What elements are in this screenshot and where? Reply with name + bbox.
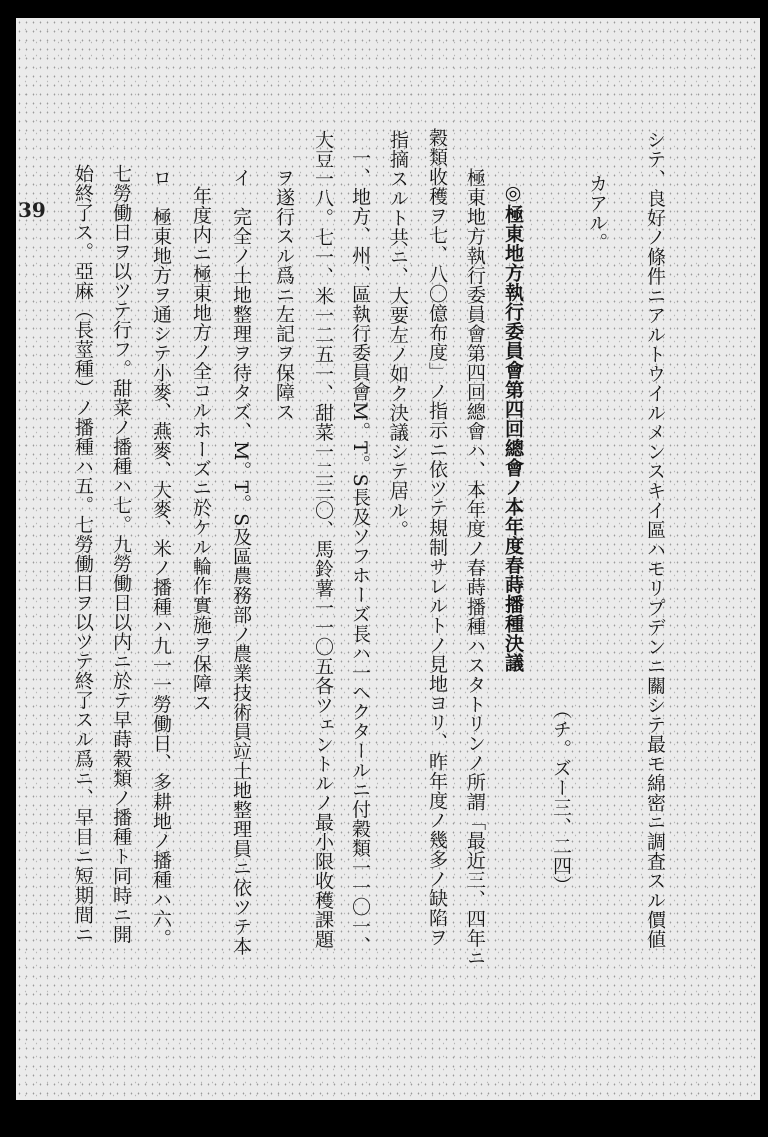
section-heading: ◎極東地方執行委員會第四回總會ノ本年度春蒔播種決議 <box>502 182 524 673</box>
text-column-1: シテ、良好ノ條件ニアルトウイルメンスキイ區ハモリプデンニ關シテ最モ綿密ニ調査スル價値 <box>644 130 666 949</box>
text-column-8: 一、地方、州、區執行委員會M。T。S長及ソフホーズ長ハ一ヘクタールニ付穀類一一〇一、 <box>349 148 371 956</box>
page-number: 39 <box>18 198 46 222</box>
text-column-15: 始終了ス。亞麻（長莖種）ノ播種ハ五。七勞働日ヲ以ツテ終了スル爲ニ、早目ニ短期間ニ <box>72 164 94 944</box>
text-column-9: 大豆一八。七一、米一二五一、甜菜一二三〇、馬鈴薯一一〇五各ツェントルノ最小限收穫課題 <box>312 130 334 949</box>
document-page <box>16 18 760 1100</box>
text-column-5: 極東地方執行委員會第四回總會ハ、本年度ノ春蒔播種ハスタトリンノ所謂「最近三、四年ニ <box>464 168 486 968</box>
text-column-7: 指摘スルト共ニ、大要左ノ如ク決議シテ居ル。 <box>387 130 409 540</box>
text-column-2: カアル。 <box>586 174 608 252</box>
text-column-6: 穀類收穫ヲ七、八〇億布度」ノ指示ニ依ツテ規制サレルトノ見地ヨリ、昨年度ノ幾多ノ缺陷ヲ <box>426 128 448 947</box>
text-column-11: イ 完全ノ土地整理ヲ待タズ、M。T。S及區農務部ノ農業技術員竝土地整理員ニ依ツテ本 <box>230 168 252 956</box>
text-column-3: （チ。ズー三、二四） <box>550 700 572 895</box>
text-column-14: 七勞働日ヲ以ツテ行フ。甜菜ノ播種ハ七。九勞働日以内ニ於テ早蒔穀類ノ播種ト同時ニ開 <box>110 164 132 944</box>
text-column-13: ロ 極東地方ヲ通シテ小麥、燕麥、大麥、米ノ播種ハ九一一勞働日、多耕地ノ播種ハ六。 <box>150 168 172 948</box>
text-column-10: ヲ遂行スル爲ニ左記ヲ保障ス <box>273 168 295 422</box>
text-column-12: 年度内ニ極東地方ノ全コルホーズニ於ケル輪作實施ヲ保障ス <box>190 186 212 713</box>
